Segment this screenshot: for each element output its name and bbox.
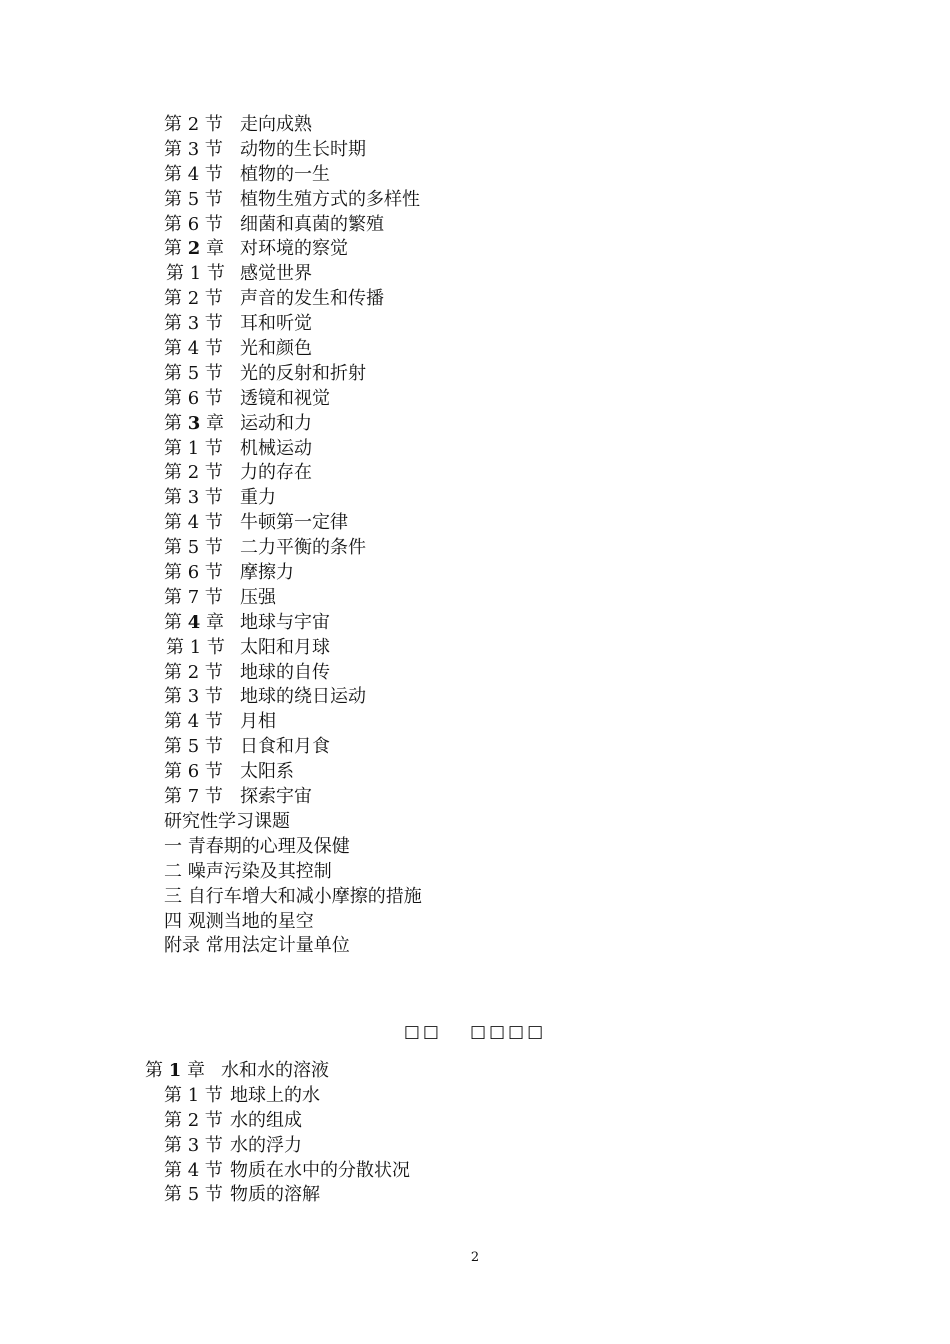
toc-section	[164, 486, 764, 511]
subtitle-left: □□	[403, 1022, 442, 1042]
toc-entry-text: 一 青春期的心理及保健	[164, 835, 350, 857]
toc-section	[164, 362, 764, 387]
toc-section	[164, 437, 764, 462]
volume-subtitle	[0, 1019, 950, 1045]
section-title: 重力	[240, 487, 276, 509]
section-title: 走向成熟	[240, 114, 312, 135]
section-title: 耳和听觉	[240, 313, 312, 335]
toc-entry-text: 研究性学习课题	[164, 810, 290, 832]
section-number: 第 3 节	[164, 686, 223, 708]
toc-entry-text: 三 自行车增大和减小摩擦的措施	[164, 885, 422, 907]
chapter-number-digit: 4	[187, 611, 201, 633]
section-title: 压强	[240, 586, 276, 608]
chapter-number-digit: 1	[168, 1060, 182, 1081]
section-number: 第 6 节	[164, 562, 223, 584]
toc-section	[164, 760, 764, 785]
chapter-title: 运动和力	[240, 412, 312, 434]
toc-entry	[164, 910, 764, 935]
table-of-contents-part2	[145, 1059, 745, 1208]
section-number: 第 7 节	[164, 586, 223, 608]
toc-chapter	[164, 237, 764, 262]
section-title: 植物的一生	[240, 163, 330, 185]
toc-entry	[164, 835, 764, 860]
toc-section	[145, 1159, 745, 1184]
section-title: 植物生殖方式的多样性	[240, 188, 420, 210]
toc-section	[164, 163, 764, 188]
toc-section	[164, 710, 764, 735]
toc-entry	[164, 860, 764, 885]
section-title: 力的存在	[240, 462, 312, 484]
toc-section	[164, 262, 764, 287]
section-title: 透镜和视觉	[240, 387, 330, 409]
section-number: 第 1 节	[166, 263, 225, 285]
toc-section	[164, 138, 764, 163]
section-title: 月相	[240, 711, 276, 733]
chapter-number-digit: 3	[187, 412, 201, 434]
section-number: 第 5 节	[164, 188, 223, 210]
subtitle-right: □□□□	[469, 1022, 547, 1042]
section-title: 地球的绕日运动	[240, 686, 366, 708]
chapter-number: 第 2 章	[164, 238, 224, 260]
toc-chapter	[164, 611, 764, 636]
chapter-number: 第 1 章	[145, 1060, 205, 1081]
section-title: 太阳系	[240, 761, 294, 783]
toc-section	[164, 312, 764, 337]
section-title: 地球的自传	[240, 661, 330, 683]
toc-entry	[164, 810, 764, 835]
toc-chapter	[164, 412, 764, 437]
toc-section	[164, 636, 764, 661]
toc-section	[164, 661, 764, 686]
section-number: 第 4 节	[164, 163, 223, 185]
toc-entry	[164, 934, 764, 959]
toc-section	[164, 735, 764, 760]
section-number: 第 3 节	[164, 138, 223, 160]
toc-chapter	[145, 1059, 745, 1084]
section-number: 第 5 节	[164, 362, 223, 384]
toc-section	[164, 586, 764, 611]
page-number: 2	[470, 1250, 480, 1265]
section-title: 动物的生长时期	[240, 138, 366, 160]
section-title: 机械运动	[240, 437, 312, 459]
toc-section	[164, 213, 764, 238]
toc-section	[145, 1134, 745, 1159]
section-title: 地球上的水	[230, 1084, 320, 1106]
chapter-title: 地球与宇宙	[240, 611, 330, 633]
section-number: 第 4 节	[164, 711, 223, 733]
section-title: 摩擦力	[240, 562, 294, 584]
section-title: 水的浮力	[230, 1134, 302, 1156]
section-number: 第 6 节	[164, 387, 223, 409]
chapter-number: 第 3 章	[164, 412, 224, 434]
section-number: 第 1 节	[164, 1084, 223, 1106]
section-title: 光的反射和折射	[240, 362, 366, 384]
toc-section	[145, 1109, 745, 1134]
section-number: 第 5 节	[164, 736, 223, 758]
section-number: 第 7 节	[164, 786, 223, 808]
section-number: 第 2 节	[164, 288, 223, 310]
toc-section	[164, 337, 764, 362]
section-title: 探索宇宙	[240, 786, 312, 808]
toc-section	[164, 785, 764, 810]
section-number: 第 4 节	[164, 512, 223, 534]
toc-entry-text: 附录 常用法定计量单位	[164, 935, 350, 957]
chapter-title: 对环境的察觉	[240, 238, 348, 260]
section-title: 水的组成	[230, 1109, 302, 1131]
toc-section	[145, 1084, 745, 1109]
section-number: 第 3 节	[164, 1134, 223, 1156]
chapter-number-digit: 2	[187, 238, 201, 260]
toc-section	[164, 113, 764, 138]
chapter-number: 第 4 章	[164, 611, 224, 633]
section-number: 第 2 节	[164, 114, 223, 135]
section-number: 第 1 节	[164, 437, 223, 459]
section-title: 声音的发生和传播	[240, 288, 384, 310]
section-number: 第 2 节	[164, 1109, 223, 1131]
toc-entry-text: 四 观测当地的星空	[164, 910, 314, 932]
section-title: 细菌和真菌的繁殖	[240, 213, 384, 235]
toc-section	[164, 685, 764, 710]
section-number: 第 2 节	[164, 462, 223, 484]
chapter-title: 水和水的溶液	[221, 1060, 329, 1081]
toc-section	[164, 561, 764, 586]
section-number: 第 4 节	[164, 1159, 223, 1181]
toc-section	[164, 461, 764, 486]
section-title: 光和颜色	[240, 338, 312, 360]
toc-section	[164, 511, 764, 536]
section-number: 第 1 节	[166, 636, 225, 658]
section-title: 物质的溶解	[230, 1184, 320, 1206]
toc-section	[164, 387, 764, 412]
toc-section	[164, 536, 764, 561]
section-title: 感觉世界	[240, 263, 312, 285]
section-number: 第 6 节	[164, 761, 223, 783]
section-title: 日食和月食	[240, 736, 330, 758]
toc-section	[145, 1183, 745, 1208]
section-number: 第 3 节	[164, 313, 223, 335]
toc-entry-text: 二 噪声污染及其控制	[164, 860, 332, 882]
toc-section	[164, 287, 764, 312]
section-title: 二力平衡的条件	[240, 537, 366, 559]
section-number: 第 6 节	[164, 213, 223, 235]
section-number: 第 5 节	[164, 537, 223, 559]
toc-entry	[164, 885, 764, 910]
section-title: 太阳和月球	[240, 636, 330, 658]
toc-section	[164, 188, 764, 213]
section-number: 第 4 节	[164, 338, 223, 360]
section-number: 第 3 节	[164, 487, 223, 509]
table-of-contents-part1	[164, 113, 764, 959]
section-number: 第 2 节	[164, 661, 223, 683]
section-title: 牛顿第一定律	[240, 512, 348, 534]
section-title: 物质在水中的分散状况	[230, 1159, 410, 1181]
section-number: 第 5 节	[164, 1184, 223, 1206]
